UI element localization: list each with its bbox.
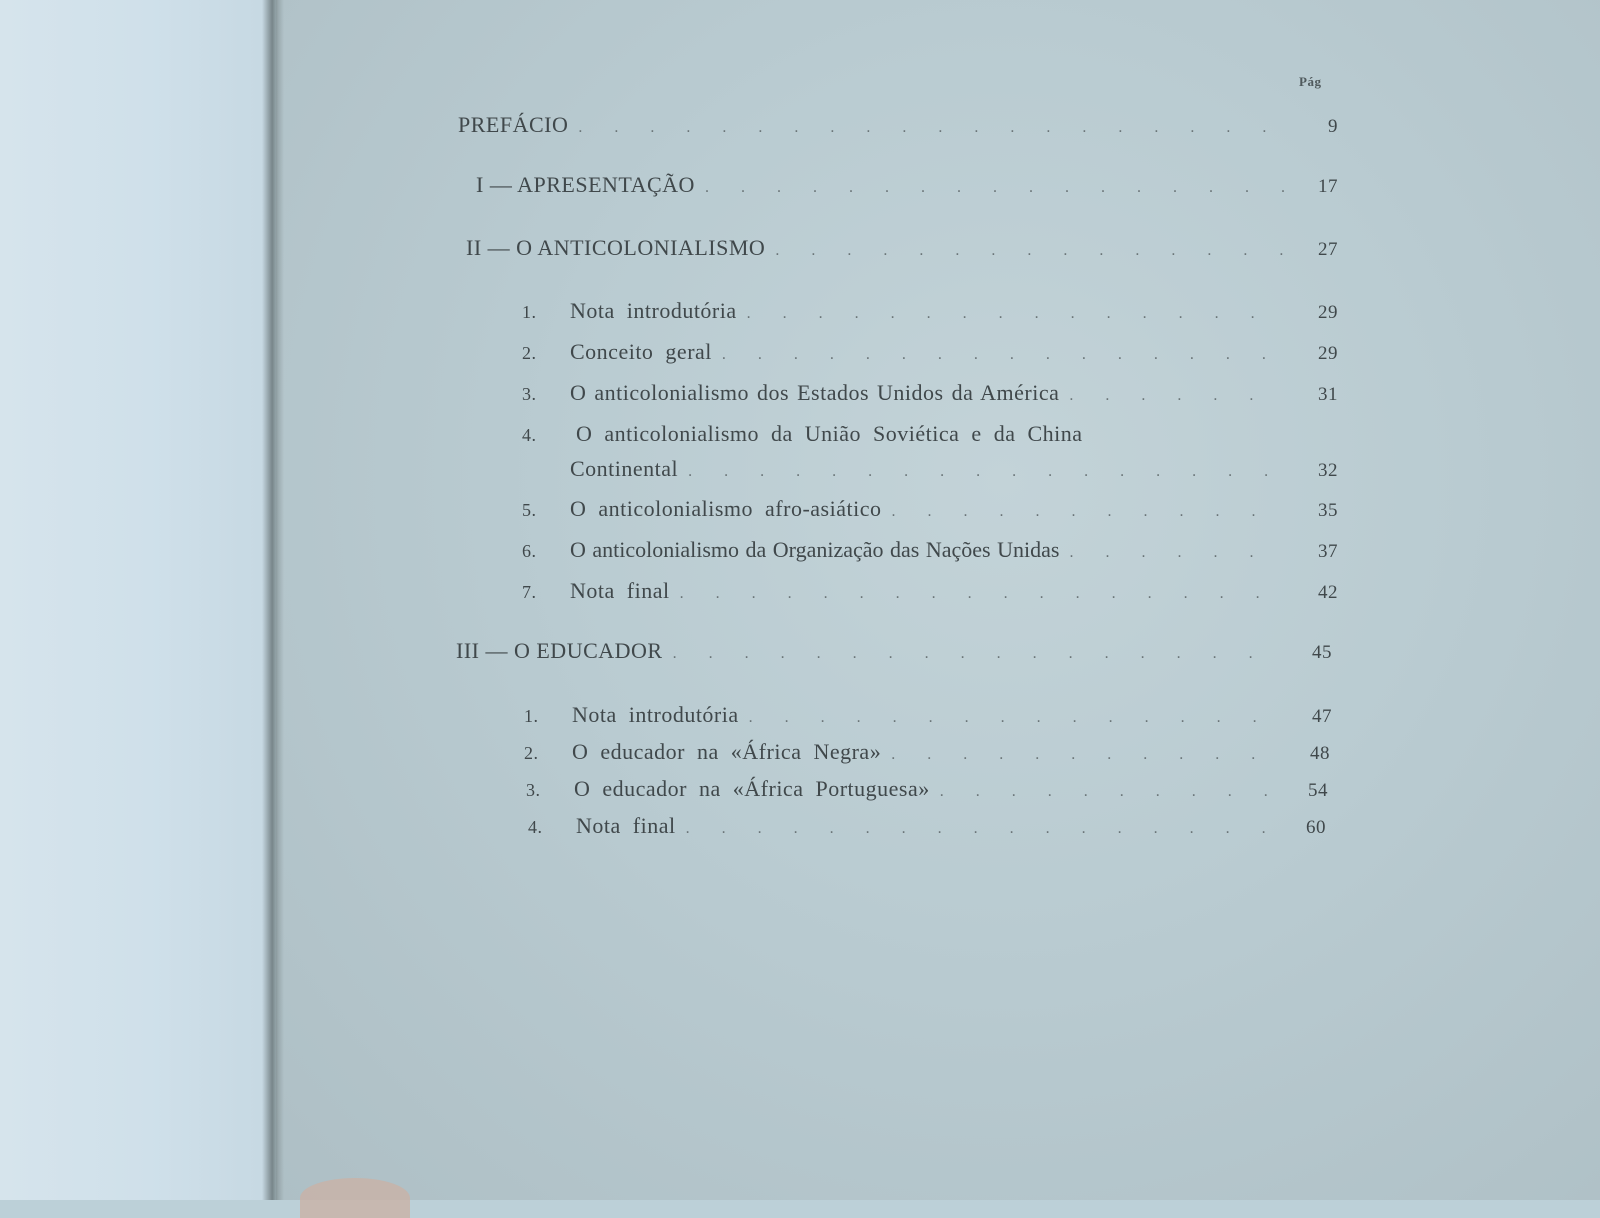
dot-leader bbox=[680, 585, 1284, 603]
entry-page: 35 bbox=[1318, 500, 1338, 521]
entry-page: 29 bbox=[1318, 343, 1338, 364]
dot-leader bbox=[722, 346, 1284, 364]
entry-page: 17 bbox=[1318, 176, 1338, 197]
toc-entry bbox=[522, 537, 1338, 563]
entry-page: 37 bbox=[1318, 541, 1338, 562]
dot-leader bbox=[1069, 544, 1284, 562]
entry-title: O anticolonialismo afro-asiático bbox=[570, 496, 882, 521]
entry-page: 32 bbox=[1318, 460, 1338, 481]
toc-entry-continuation bbox=[570, 456, 1338, 482]
entry-title: II — O ANTICOLONIALISMO bbox=[466, 235, 766, 260]
dot-leader bbox=[686, 820, 1272, 838]
entry-title: Conceito geral bbox=[570, 339, 712, 364]
entry-page: 27 bbox=[1318, 239, 1338, 260]
dot-leader bbox=[1069, 387, 1284, 405]
dot-leader bbox=[891, 503, 1284, 521]
toc-entry-chapter-1 bbox=[476, 172, 1338, 198]
entry-number: 2. bbox=[524, 743, 539, 763]
entry-page: 29 bbox=[1318, 302, 1338, 323]
entry-page: 48 bbox=[1310, 743, 1330, 764]
entry-page: 60 bbox=[1306, 817, 1326, 838]
entry-number: 1. bbox=[522, 302, 537, 322]
entry-number: 3. bbox=[522, 384, 537, 404]
dot-leader bbox=[688, 463, 1284, 481]
dot-leader bbox=[775, 242, 1284, 260]
toc-entry bbox=[522, 339, 1338, 365]
dot-leader bbox=[673, 645, 1278, 663]
entry-page: 42 bbox=[1318, 582, 1338, 603]
dot-leader bbox=[578, 119, 1284, 137]
entry-title-continuation: Continental bbox=[570, 456, 679, 481]
toc-entry-chapter-2 bbox=[466, 235, 1338, 261]
dot-leader bbox=[749, 709, 1278, 727]
entry-page: 31 bbox=[1318, 384, 1338, 405]
toc-entry bbox=[522, 578, 1338, 604]
entry-number: 7. bbox=[522, 582, 537, 602]
toc-entry bbox=[522, 298, 1338, 324]
entry-title: O educador na «África Portuguesa» bbox=[574, 776, 930, 801]
entry-page: 47 bbox=[1312, 706, 1332, 727]
entry-title: PREFÁCIO bbox=[458, 112, 569, 137]
entry-page: 54 bbox=[1308, 780, 1328, 801]
toc-entry bbox=[522, 496, 1338, 522]
toc-entry bbox=[524, 739, 1330, 765]
entry-number: 5. bbox=[522, 500, 537, 520]
toc-entry bbox=[526, 776, 1328, 802]
entry-page: 9 bbox=[1328, 116, 1338, 137]
entry-title: Nota final bbox=[576, 813, 676, 838]
entry-title: Nota introdutória bbox=[572, 702, 739, 727]
entry-title: O anticolonialismo da Organização das Nações Unidas bbox=[570, 537, 1060, 562]
toc-entry-chapter-3 bbox=[456, 638, 1332, 664]
dot-leader bbox=[891, 746, 1276, 764]
toc-entry bbox=[528, 813, 1326, 839]
entry-number: 2. bbox=[522, 343, 537, 363]
dot-leader bbox=[747, 305, 1284, 323]
toc-entry bbox=[522, 380, 1338, 406]
toc-entry-preface bbox=[458, 112, 1338, 138]
entry-number: 4. bbox=[528, 817, 543, 837]
entry-number: 1. bbox=[524, 706, 539, 726]
entry-page: 45 bbox=[1312, 642, 1332, 663]
entry-title: Nota final bbox=[570, 578, 670, 603]
entry-title: Nota introdutória bbox=[570, 298, 737, 323]
entry-title: O anticolonialismo da União Soviética e da China bbox=[576, 421, 1083, 446]
dot-leader bbox=[940, 783, 1274, 801]
entry-title: I — APRESENTAÇÃO bbox=[476, 172, 695, 197]
entry-title: O anticolonialismo dos Estados Unidos da América bbox=[570, 380, 1060, 405]
entry-number: 4. bbox=[522, 425, 537, 445]
entry-title: III — O EDUCADOR bbox=[456, 638, 663, 663]
toc-entry bbox=[524, 702, 1332, 728]
entry-number: 6. bbox=[522, 541, 537, 561]
entry-number: 3. bbox=[526, 780, 541, 800]
dot-leader bbox=[705, 179, 1284, 197]
page-column-label: Pág bbox=[1299, 74, 1322, 89]
entry-title: O educador na «África Negra» bbox=[572, 739, 882, 764]
toc-entry bbox=[522, 421, 1338, 447]
